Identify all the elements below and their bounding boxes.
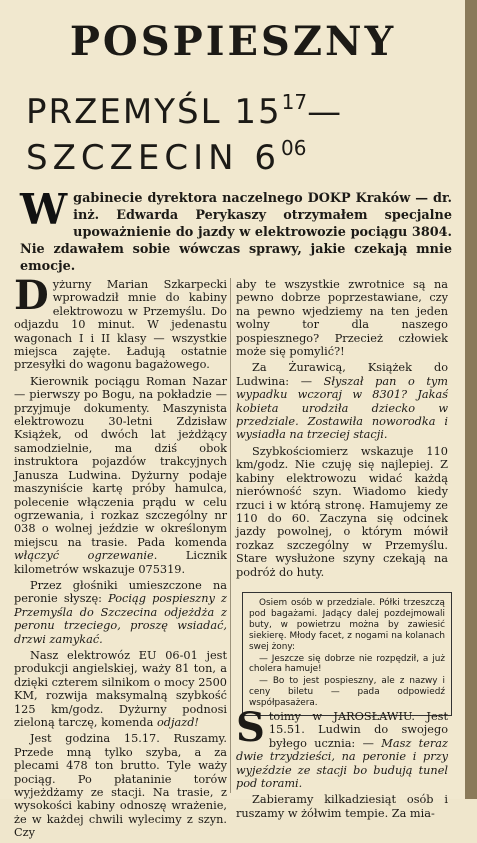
right-bottom-paragraph-1 [236,704,448,791]
box-paragraph-3: — Bo to jest pospieszny, ale z nazwy i ceny biletu — pada odpowiedź współpasażera. [249,676,445,709]
right-paragraph-2 [236,361,448,441]
right-bottom-p1-text: toimy w JAROSŁAWIU. Jest 15.51. Ludwin do swojego byłego ucznia: — [268,710,448,750]
left-p2-text: Kierownik pociągu Roman Nazar — pierwszy po Bogu, na pokładzie — przyjmuje dokumenty. Maszynista elektrowozu 30-letni Zdzisław Książek, od dwóch lat jeżdżący samodzielnie, ma dziś obok instruktora pojazdów trakcyjnych Janusza Ludwina. Dyżurny podaje maszyniście kartę próby hamulca, polecenie włączenia prądu w celu ogrzewania, i rozkaz szczególny nr 038 o wolnej jeździe w określonym miejscu na trasie. Pada komenda [14,374,227,549]
left-paragraph-5 [14,732,227,839]
left-paragraph-3 [14,579,227,646]
left-paragraph-1 [14,272,227,372]
right-p2-text: Za Żurawicą, Książek do Ludwina: — [236,361,448,388]
left-paragraph-2 [14,375,227,576]
background-edge [465,0,477,799]
left-p1-text: yżurny Marian Szkarpecki wprowadził mnie do kabiny elektrowozu w Przemyślu. Do odjazdu 10 minut. W jedenastu wagonach I i II klasy — wszystkie miejsca zajęte. Ładują ostatnie przesyłki do wagonu bagażowego. [14,278,227,372]
route-to-text: SZCZECIN 6 [26,138,282,178]
lead-drop-cap: W [20,185,68,234]
route-dash: — [307,92,344,132]
left-p3-italic: Pociąg pospieszny z Przemyśla do Szczecina odjeżdża z peronu trzeciego, proszę wsiadać, drzwi zamykać. [14,592,227,646]
right-column-bottom [236,704,448,823]
right-bottom-paragraph-2: Zabieramy kilkadziesiąt osób i ruszamy w żółwim tempie. Za mia- [236,793,448,820]
left-drop-cap: D [14,272,49,319]
left-column [14,272,228,843]
box-paragraph-2: — Jeszcze się dobrze nie rozpędził, a już cholera hamuje! [249,653,445,675]
route-to-minutes: 06 [281,136,307,160]
right-bottom-p1-italic: Masz teraz dwie trzydzieści, na peronie i przy wyjeździe ze stacji bo budują tunel pod torami. [236,736,448,791]
right-paragraph-1 [236,278,448,358]
route-from [26,82,343,132]
headline: POSPIESZNY [69,18,397,65]
left-p3-text: Przez głośniki umieszczone na peronie słyszę: [14,578,227,606]
column-divider [230,278,231,793]
left-p2-italic: włączyć ogrzewanie [14,549,154,563]
route-to [26,128,306,178]
lead-text: gabinecie dyrektora naczelnego DOKP Kraków — dr. inż. Edwarda Perykaszy otrzymałem specjalne upoważnienie do jazdy w elektrowozie pociągu 3804. Nie zdawałem sobie wówczas sprawy, jakie czekają mnie emocje. [20,191,452,274]
right-p3-text: Szybkościomierz wskazuje 110 km/godz. Nie czuję się najlepiej. Z kabiny elektrowozu widać każdą nierówność szyn. Wiadomo kiedy rzuci i w którą stronę. Hamujemy ze 110 do 60. Zaczyna się odcinek jazdy powolnej, o którym mówił rozkaz szczególny w Przemyślu. Stare wysłużone szyny czekają na podróż do huty. [236,444,448,579]
right-p1-text: aby te wszystkie zwrotnice są na pewno dobrze poprzestawiane, czy na pewno wjedziemy na ten jeden wolny tor dla naszego pospiesznego? Przecież człowiek może się pomylić?! [236,278,448,359]
left-p2-end: . Licznik kilometrów wskazuje 075319. [14,549,228,576]
boxed-sidebar [242,592,452,716]
left-p5-text: Jest godzina 15.17. Ruszamy. Przede mną tylko szyba, a za plecami 478 ton brutto. Tyle waży pociąg. Po płataninie torów wyjeżdżamy ze stacji. Na trasie, z wysokości kabiny odnoszę wrażenie, że w każdej chwili wylecimy z szyn. Czy [14,732,227,840]
route-from-minutes: 17 [281,90,308,114]
route-from-text: PRZEMYŚL 15 [26,92,282,132]
left-paragraph-4 [14,649,227,729]
right-p2-italic: Słyszał pan o tym wypadku wczoraj w 8301? Jakaś kobieta urodziła dziecko w przedziale. Zostawiła noworodka i wysiadła na trzeciej stacji. [236,374,448,442]
left-p4-italic: odjazd! [156,716,199,729]
box-paragraph-1: Osiem osób w przedziale. Półki trzeszczą pod bagażami. Jadący dalej pozdejmowali buty, w powietrzu można by zawiesić siekierę. Młody facet, z nogami na kolanach swej żony: [249,598,445,652]
right-bottom-drop-cap: S [236,704,265,751]
right-paragraph-3 [236,445,448,579]
right-column [236,278,448,582]
left-p4-text: Nasz elektrowóz EU 06-01 jest produkcji angielskiej, waży 81 ton, a dzięki czterem silnikom o mocy 2500 KM, rozwija maksymalną szybkość 125 km/godz. Dyżurny podnosi zieloną tarczę, komenda [14,648,227,729]
lead-paragraph [20,185,452,275]
